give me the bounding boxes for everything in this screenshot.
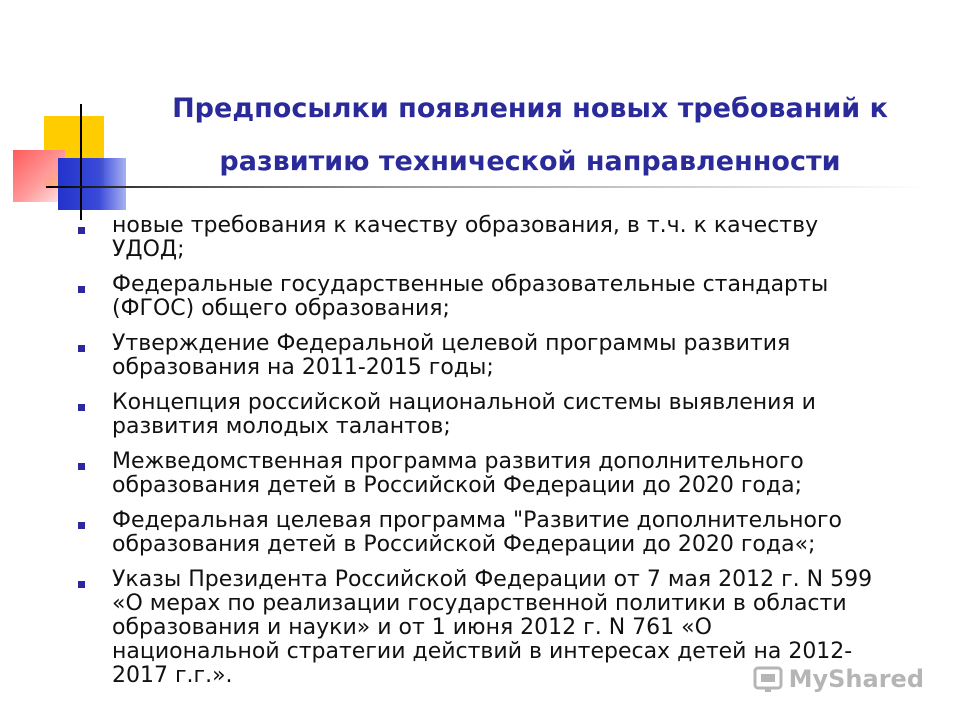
- item-text: [112, 391, 904, 439]
- square-bullet-icon: [78, 286, 85, 293]
- item-line: Утверждение Федеральной целевой программы развития: [112, 331, 791, 356]
- item-line: Федеральные государственные образовательные стандарты: [112, 272, 829, 297]
- list-item: [74, 450, 904, 498]
- item-line: 2017 г.г.».: [112, 663, 233, 688]
- list-item: [74, 509, 904, 557]
- item-text: [112, 332, 904, 380]
- item-line: образования и науки» и от 1 июня 2012 г. N 761 «О: [112, 615, 712, 640]
- item-line: «О мерах по реализации государственной политики в области: [112, 591, 847, 616]
- item-line: образования детей в Российской Федерации до 2020 года;: [112, 473, 802, 498]
- watermark-text: MyShared: [788, 665, 924, 693]
- square-bullet-icon: [78, 581, 85, 588]
- vertical-rule: [80, 104, 82, 220]
- item-text: [112, 273, 904, 321]
- list-item: [74, 214, 904, 262]
- square-bullet-icon: [78, 522, 85, 529]
- square-bullet-icon: [78, 404, 85, 411]
- list-item: [74, 391, 904, 439]
- item-line: (ФГОС) общего образования;: [112, 296, 450, 321]
- square-bullet-icon: [78, 227, 85, 234]
- item-line: развития молодых талантов;: [112, 414, 451, 439]
- item-line: Концепция российской национальной системы выявления и: [112, 390, 816, 415]
- list-item: [74, 273, 904, 321]
- myshared-logo-icon: [753, 664, 783, 694]
- item-line: новые требования к качеству образования, в т.ч. к качеству: [112, 213, 819, 238]
- item-line: Межведомственная программа развития дополнительного: [112, 449, 804, 474]
- item-line: Указы Президента Российской Федерации от 7 мая 2012 г. N 599: [112, 567, 873, 592]
- slide-title: [130, 82, 930, 188]
- item-text: [112, 509, 904, 557]
- square-bullet-icon: [78, 345, 85, 352]
- item-line: образования на 2011-2015 годы;: [112, 355, 494, 380]
- item-line: УДОД;: [112, 237, 185, 262]
- myshared-watermark: [753, 664, 924, 694]
- title-line: развитию технической направленности: [219, 146, 841, 177]
- title-line: Предпосылки появления новых требований к: [172, 93, 888, 124]
- item-line: образования детей в Российской Федерации до 2020 года«;: [112, 532, 816, 557]
- list-item: [74, 332, 904, 380]
- bullet-list: [74, 214, 904, 699]
- item-text: [112, 214, 904, 262]
- square-bullet-icon: [78, 463, 85, 470]
- blue-square: [58, 158, 126, 210]
- item-line: Федеральная целевая программа "Развитие дополнительного: [112, 508, 843, 533]
- item-line: национальной стратегии действий в интересах детей на 2012-: [112, 639, 853, 664]
- item-text: [112, 450, 904, 498]
